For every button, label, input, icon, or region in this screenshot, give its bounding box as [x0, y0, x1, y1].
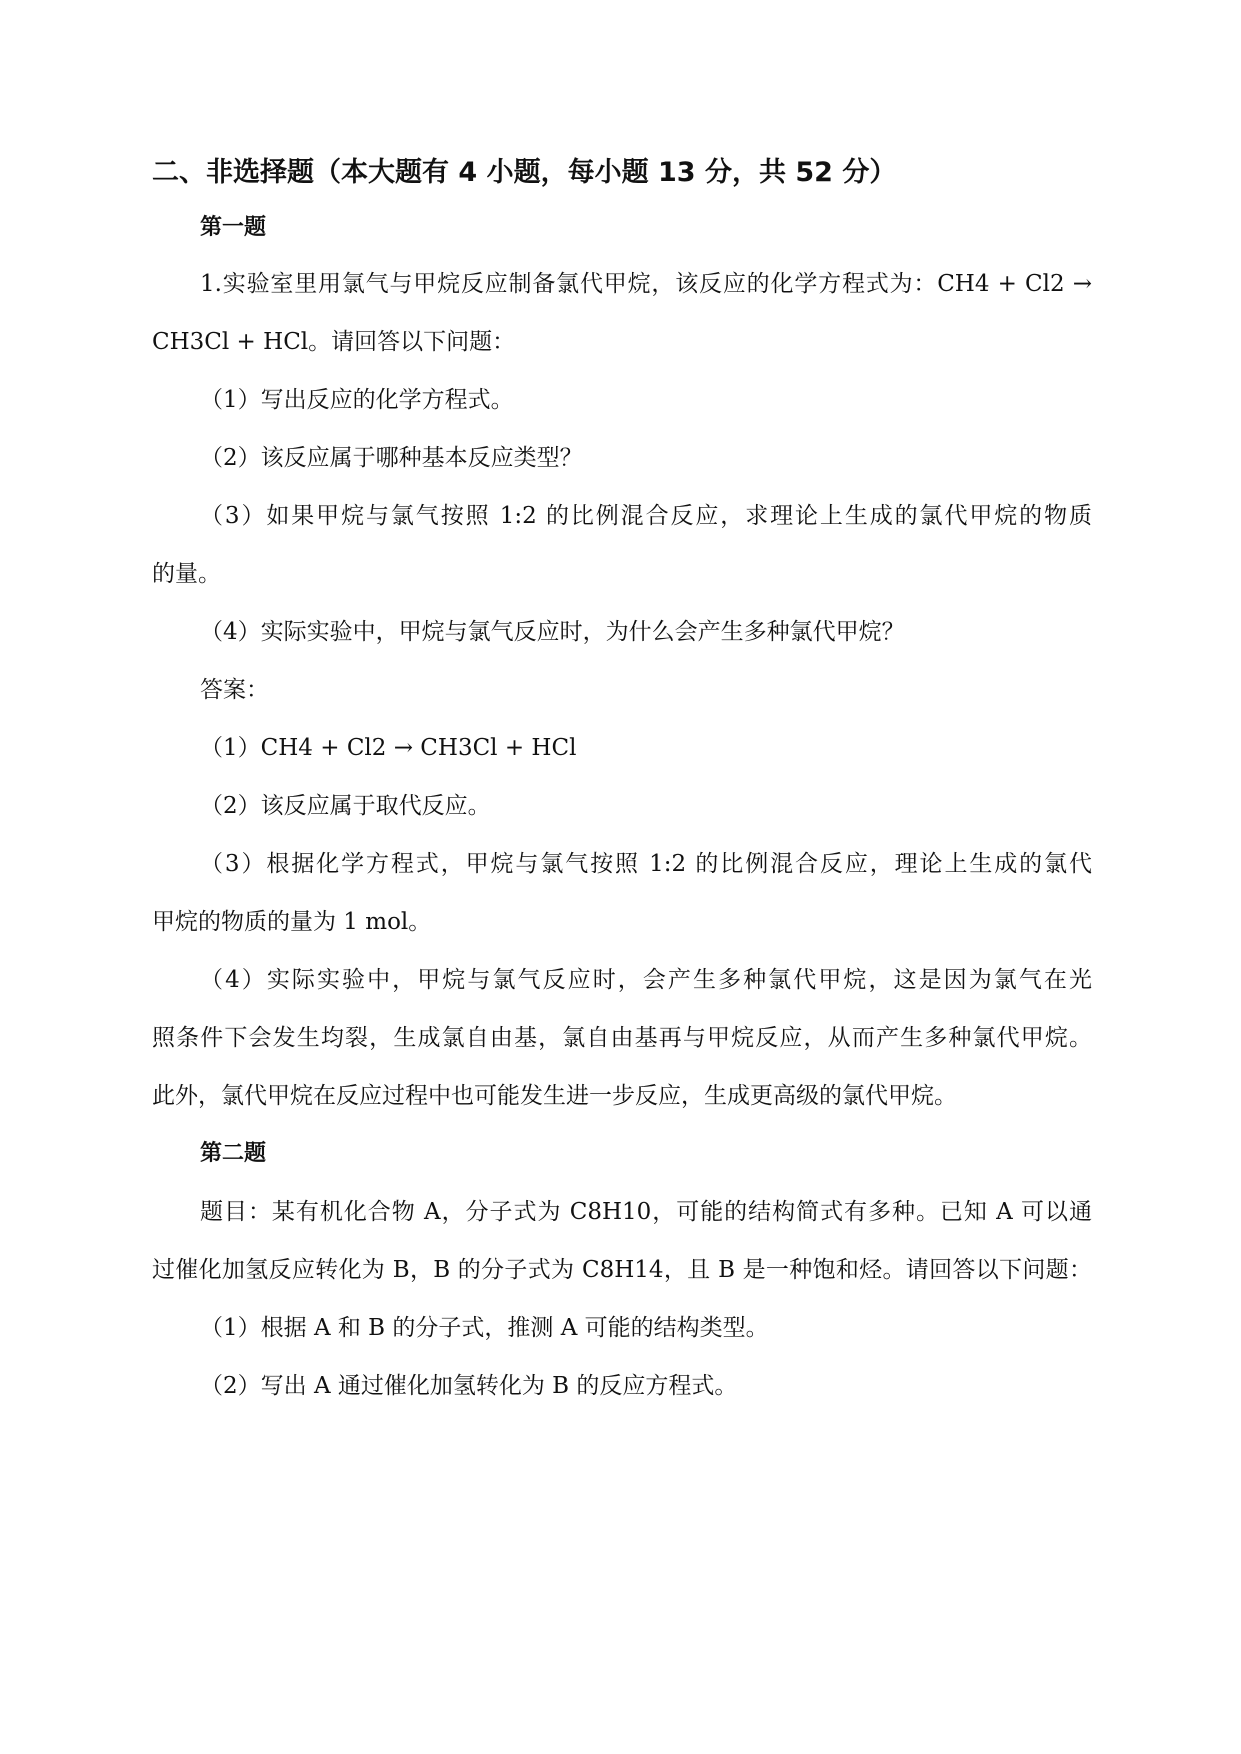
question-2-heading: 第二题	[200, 1141, 267, 1166]
question-1-sub-3-line-1: （3）如果甲烷与氯气按照 1:2 的比例混合反应，求理论上生成的氯代甲烷的物质	[200, 503, 1092, 529]
answer-4-line-3: 此外，氯代甲烷在反应过程中也可能发生进一步反应，生成更高级的氯代甲烷。	[152, 1083, 957, 1109]
answer-3-line-1: （3）根据化学方程式，甲烷与氯气按照 1:2 的比例混合反应，理论上生成的氯代	[200, 851, 1092, 877]
question-2-sub-1: （1）根据 A 和 B 的分子式，推测 A 可能的结构类型。	[200, 1315, 769, 1341]
question-2-sub-2: （2）写出 A 通过催化加氢转化为 B 的反应方程式。	[200, 1373, 738, 1399]
answer-2: （2）该反应属于取代反应。	[200, 793, 491, 819]
question-1-sub-4: （4）实际实验中，甲烷与氯气反应时，为什么会产生多种氯代甲烷？	[200, 619, 905, 645]
answer-4-line-1: （4）实际实验中，甲烷与氯气反应时，会产生多种氯代甲烷，这是因为氯气在光	[200, 967, 1092, 993]
answer-3-line-2: 甲烷的物质的量为 1 mol。	[152, 909, 432, 935]
section-title: 二、非选择题（本大题有 4 小题，每小题 13 分，共 52 分）	[152, 157, 897, 188]
answer-label: 答案：	[200, 677, 269, 703]
question-2-stem-line-1: 题目：某有机化合物 A，分子式为 C8H10，可能的结构简式有多种。已知 A 可以通	[200, 1199, 1092, 1225]
question-1-sub-3-line-2: 的量。	[152, 561, 221, 587]
question-1-stem-line-2: CH3Cl + HCl。请回答以下问题：	[152, 329, 516, 355]
question-1-sub-2: （2）该反应属于哪种基本反应类型？	[200, 445, 583, 471]
answer-1: （1）CH4 + Cl2 → CH3Cl + HCl	[200, 735, 577, 761]
answer-4-line-2: 照条件下会发生均裂，生成氯自由基，氯自由基再与甲烷反应，从而产生多种氯代甲烷。	[152, 1025, 1092, 1051]
question-1-sub-1: （1）写出反应的化学方程式。	[200, 387, 514, 413]
question-1-stem-line-1: 1.实验室里用氯气与甲烷反应制备氯代甲烷，该反应的化学方程式为：CH4 + Cl2 →	[200, 271, 1092, 297]
question-1-heading: 第一题	[200, 215, 267, 240]
question-2-stem-line-2: 过催化加氢反应转化为 B，B 的分子式为 C8H14，且 B 是一种饱和烃。请回答以下问题：	[152, 1257, 1092, 1283]
